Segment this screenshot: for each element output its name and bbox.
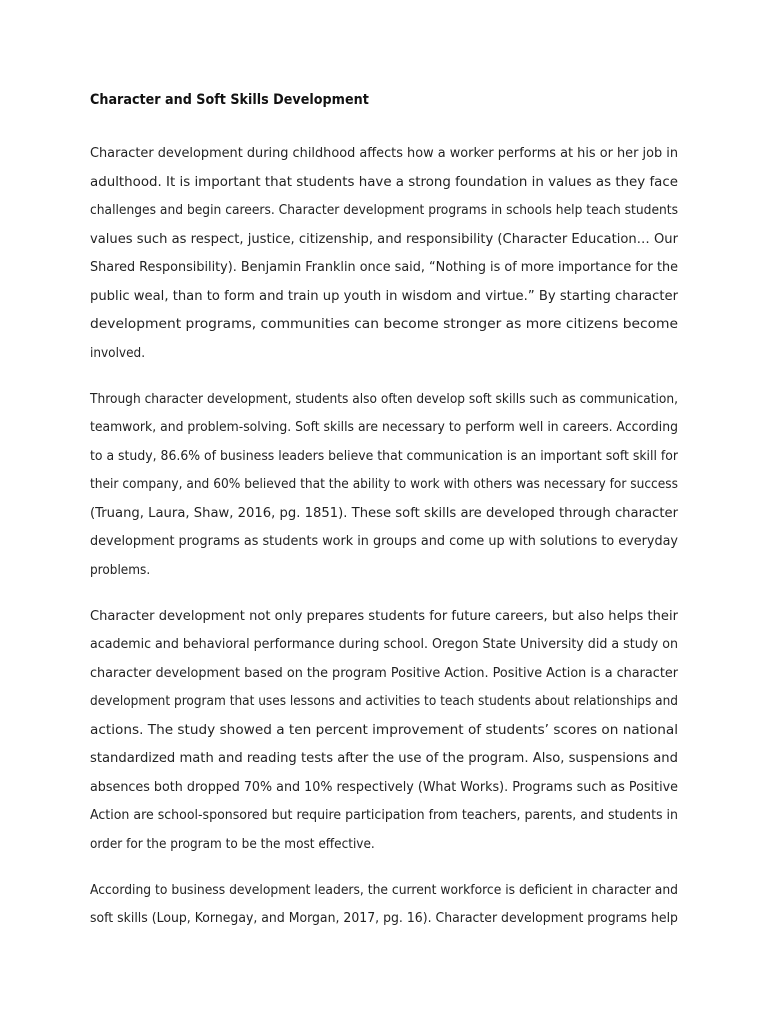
text-line-content: problems. xyxy=(90,562,151,578)
text-line-content: soft skills (Loup, Kornegay, and Morgan, 2017, pg. 16). Character development programs help xyxy=(90,911,678,926)
text-line xyxy=(90,386,678,415)
text-line xyxy=(90,500,678,529)
text-line xyxy=(90,197,678,226)
text-line xyxy=(90,631,678,660)
document-body xyxy=(90,140,678,951)
text-line-content: development program that uses lessons and activities to teach students about relationships and xyxy=(90,694,678,709)
text-line xyxy=(90,311,678,340)
text-line-content: involved. xyxy=(90,345,146,361)
text-line xyxy=(90,831,678,860)
text-line xyxy=(90,254,678,283)
text-line-content: character development based on the program Positive Action. Positive Action is a character xyxy=(90,665,679,681)
text-line-content: teamwork, and problem-solving. Soft skills are necessary to perform well in careers. According xyxy=(90,420,678,435)
text-line xyxy=(90,283,678,312)
text-line xyxy=(90,443,678,472)
text-line-content: Character development during childhood affects how a worker performs at his or her job in xyxy=(90,146,679,161)
text-line-content: Action are school-sponsored but require participation from teachers, parents, and students in xyxy=(90,808,679,823)
text-line-content: absences both dropped 70% and 10% respectively (What Works). Programs such as Positive xyxy=(90,779,678,795)
text-line-content: actions. The study showed a ten percent improvement of students’ scores on national xyxy=(90,722,678,738)
text-line xyxy=(90,660,678,689)
paragraph-2 xyxy=(90,386,678,586)
text-line xyxy=(90,774,678,803)
text-line-content: academic and behavioral performance during school. Oregon State University did a study on xyxy=(90,637,678,652)
text-line xyxy=(90,603,678,632)
text-line xyxy=(90,226,678,255)
text-line-content: values such as respect, justice, citizenship, and responsibility (Character Education… Our xyxy=(90,231,678,247)
text-line-content: adulthood. It is important that students have a strong foundation in values as they face xyxy=(90,174,678,190)
text-line xyxy=(90,414,678,443)
text-line-content: order for the program to be the most effective. xyxy=(90,836,375,852)
text-line-content: Through character development, students also often develop soft skills such as communication, xyxy=(90,391,678,407)
text-line xyxy=(90,340,678,369)
text-line-content: According to business development leaders, the current workforce is deficient in character and xyxy=(90,882,679,898)
text-line xyxy=(90,140,678,169)
text-line xyxy=(90,905,678,934)
text-line-content: Character development not only prepares students for future careers, but also helps their xyxy=(90,608,678,624)
text-line-content: challenges and begin careers. Character development programs in schools help teach students xyxy=(90,203,679,218)
text-line-content: standardized math and reading tests after the use of the program. Also, suspensions and xyxy=(90,751,678,766)
paragraph-3 xyxy=(90,603,678,860)
text-line xyxy=(90,557,678,586)
text-line xyxy=(90,802,678,831)
text-line-content: development programs, communities can become stronger as more citizens become xyxy=(90,317,679,332)
text-line-content: Shared Responsibility). Benjamin Franklin once said, “Nothing is of more importance for the xyxy=(90,260,678,275)
text-line xyxy=(90,688,678,717)
paragraph-4 xyxy=(90,877,678,934)
text-line xyxy=(90,528,678,557)
text-line xyxy=(90,169,678,198)
text-line xyxy=(90,745,678,774)
text-line-content: public weal, than to form and train up youth in wisdom and virtue.” By starting character xyxy=(90,288,678,304)
text-line xyxy=(90,471,678,500)
text-line-content: development programs as students work in groups and come up with solutions to everyday xyxy=(90,534,679,549)
text-line-content: their company, and 60% believed that the ability to work with others was necessary for success xyxy=(90,477,679,492)
document-title: Character and Soft Skills Development xyxy=(90,92,369,108)
text-line xyxy=(90,877,678,906)
paragraph-1 xyxy=(90,140,678,368)
text-line-content: (Truang, Laura, Shaw, 2016, pg. 1851). These soft skills are developed through character xyxy=(90,505,679,521)
text-line-content: to a study, 86.6% of business leaders believe that communication is an important soft skill for xyxy=(90,448,679,464)
text-line xyxy=(90,717,678,746)
